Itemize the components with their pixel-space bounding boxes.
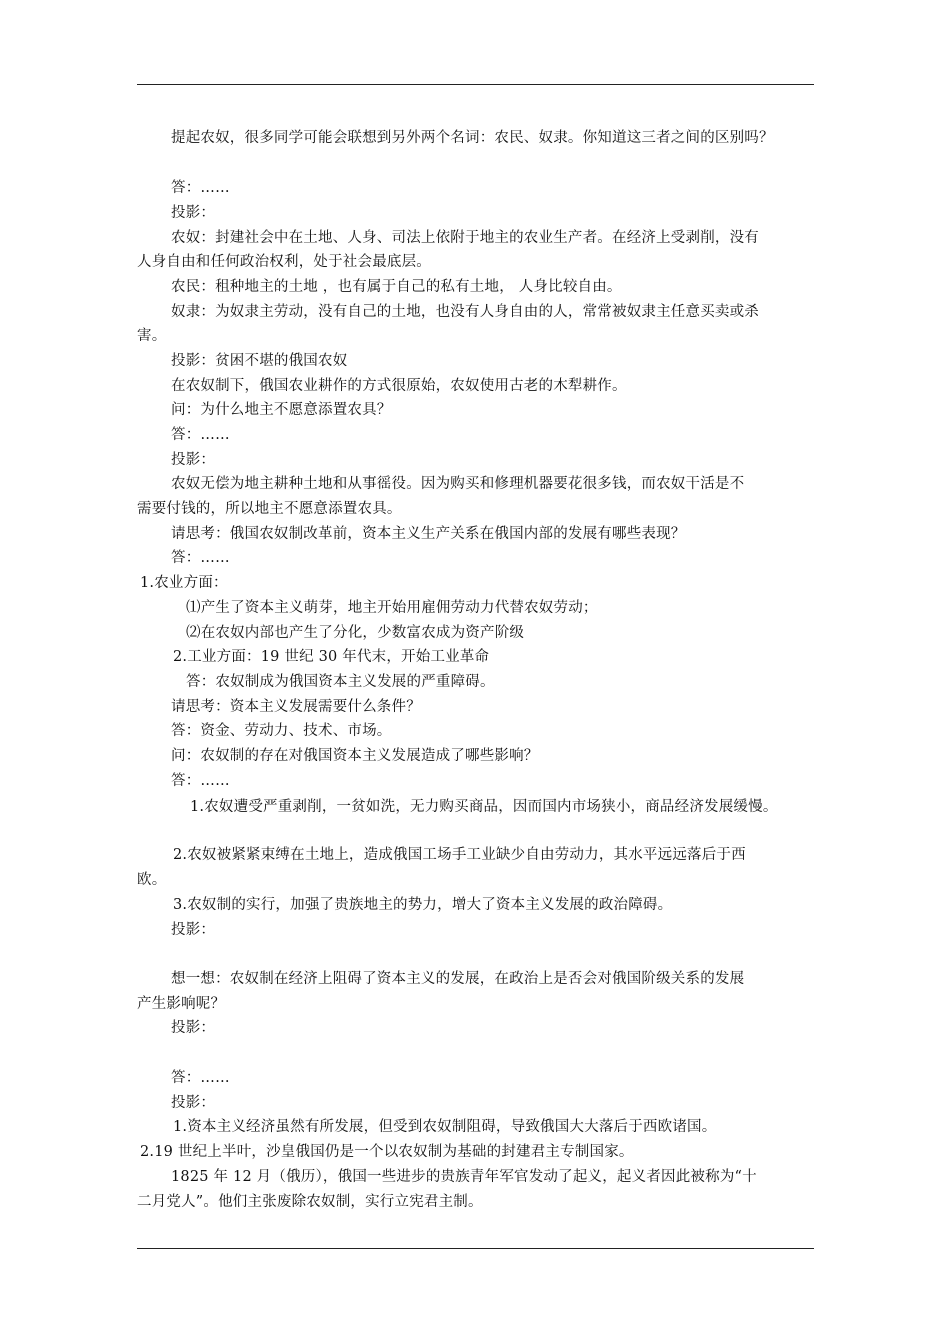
text-line: 农奴：封建社会中在土地、人身、司法上依附于地主的农业生产者。在经济上受剥削，没有: [171, 230, 759, 246]
text-line: 农民：租种地主的土地 ，也有属于自己的私有土地， 人身比较自由。: [171, 279, 622, 295]
text-line: 2.19 世纪上半叶，沙皇俄国仍是一个以农奴制为基础的封建君主专制国家。: [140, 1144, 634, 1160]
text-line: 2.工业方面：19 世纪 30 年代末，开始工业革命: [173, 649, 490, 665]
text-line: 1.农奴遭受严重剥削，一贫如洗，无力购买商品，因而国内市场狭小，商品经济发展缓慢。: [190, 799, 778, 815]
text-line: 问：农奴制的存在对俄国资本主义发展造成了哪些影响？: [171, 748, 539, 764]
text-line: 二月党人”。他们主张废除农奴制，实行立宪君主制。: [137, 1194, 483, 1210]
text-line: 问：为什么地主不愿意添置农具？: [171, 402, 392, 418]
text-line: 答：……: [171, 180, 230, 196]
text-line: 投影：: [171, 1095, 216, 1111]
text-line: 投影：贫困不堪的俄国农奴: [171, 353, 348, 369]
text-line: 提起农奴，很多同学可能会联想到另外两个名词：农民、奴隶。你知道这三者之间的区别吗？: [171, 130, 774, 146]
text-line: 答：……: [171, 550, 230, 566]
text-line: ⑵在农奴内部也产生了分化，少数富农成为资产阶级: [186, 625, 525, 641]
text-line: 投影：: [171, 205, 216, 221]
text-line: 1.农业方面：: [140, 575, 228, 591]
header-rule: [137, 84, 814, 85]
text-line: 请思考：俄国农奴制改革前，资本主义生产关系在俄国内部的发展有哪些表现？: [171, 526, 686, 542]
text-line: 1.资本主义经济虽然有所发展，但受到农奴制阻碍，导致俄国大大落后于西欧诸国。: [173, 1119, 717, 1135]
text-line: 投影：: [171, 1020, 216, 1036]
text-line: 产生影响呢？: [137, 996, 226, 1012]
text-line: 欧。: [137, 872, 167, 888]
text-line: 想一想：农奴制在经济上阻碍了资本主义的发展，在政治上是否会对俄国阶级关系的发展: [171, 971, 745, 987]
text-line: 奴隶：为奴隶主劳动，没有自己的土地，也没有人身自由的人，常常被奴隶主任意买卖或杀: [171, 304, 759, 320]
text-line: 3.农奴制的实行，加强了贵族地主的势力，增大了资本主义发展的政治障碍。: [173, 897, 673, 913]
footer-rule: [137, 1248, 814, 1249]
text-line: 投影：: [171, 922, 216, 938]
text-line: 人身自由和任何政治权利，处于社会最底层。: [137, 254, 431, 270]
text-line: 答：……: [171, 773, 230, 789]
text-line: 请思考：资本主义发展需要什么条件？: [171, 699, 421, 715]
text-line: 害。: [137, 328, 167, 344]
text-line: 答：资金、劳动力、技术、市场。: [171, 723, 392, 739]
text-line: 投影：: [171, 452, 216, 468]
text-line: 2.农奴被紧紧束缚在土地上，造成俄国工场手工业缺少自由劳动力，其水平远远落后于西: [173, 847, 746, 863]
text-line: 农奴无偿为地主耕种土地和从事徭役。因为购买和修理机器要花很多钱，而农奴干活是不: [171, 476, 745, 492]
text-line: ⑴产生了资本主义萌芽，地主开始用雇佣劳动力代替农奴劳动；: [186, 600, 598, 616]
text-line: 答：……: [171, 427, 230, 443]
text-line: 答：农奴制成为俄国资本主义发展的严重障碍。: [186, 674, 495, 690]
text-line: 答：……: [171, 1070, 230, 1086]
text-line: 需要付钱的，所以地主不愿意添置农具。: [137, 501, 402, 517]
text-line: 1825 年 12 月（俄历），俄国一些进步的贵族青年军官发动了起义，起义者因此被称为“十: [171, 1169, 757, 1185]
text-line: 在农奴制下，俄国农业耕作的方式很原始，农奴使用古老的木犁耕作。: [171, 378, 627, 394]
